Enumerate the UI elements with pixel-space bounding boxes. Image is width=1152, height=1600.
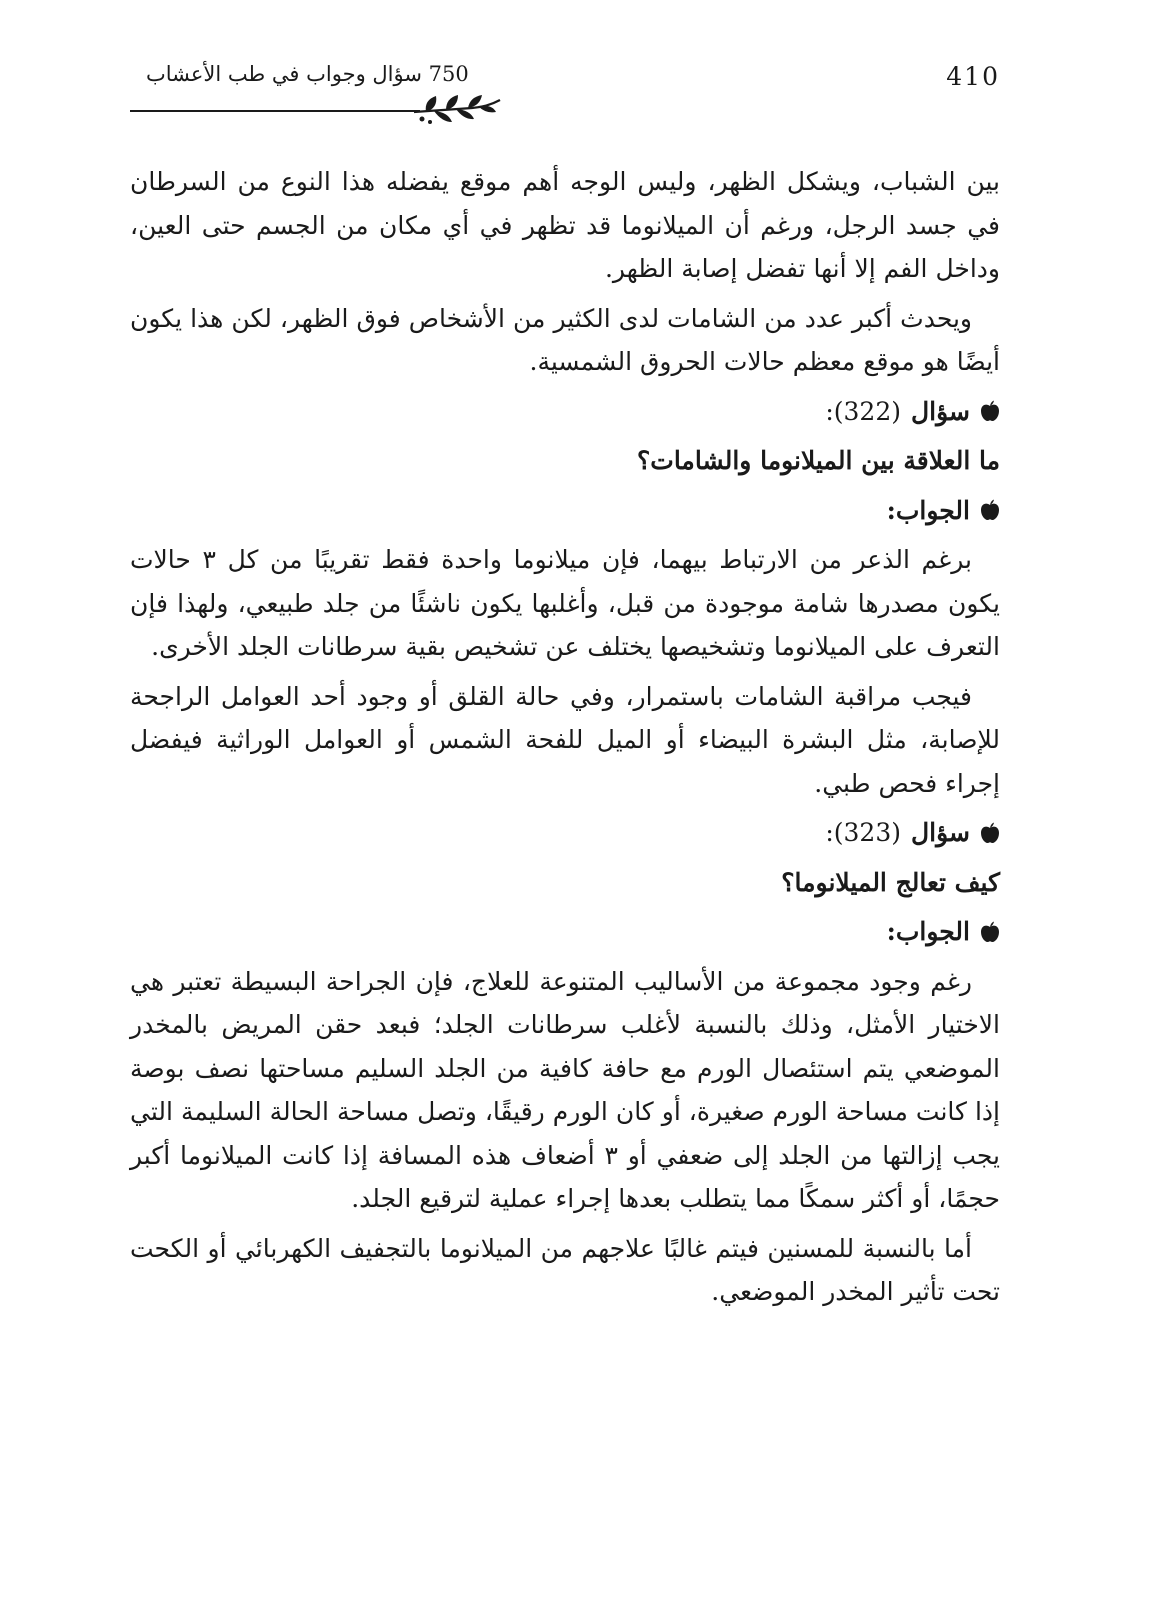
question-323-heading xyxy=(130,811,1000,855)
paragraph-5: رغم وجود مجموعة من الأساليب المتنوعة للعلاج، فإن الجراحة البسيطة تعتبر هي الاختيار الأمثل، وذلك بالنسبة لأغلب سرطانات الجلد؛ فبعد حقن المريض بالمخدر الموضعي يتم استئصال الورم مع حافة كافية من الجلد السليم مساحتها نصف بوصة إذا كانت مساحة الورم صغيرة، أو كان الورم رقيقًا، وتصل مساحة الحالة السليمة التي يجب إزالتها من الجلد إلى ضعفي أو ٣ أضعاف هذه المسافة إذا كانت الميلانوما أكبر حجمًا، أو أكثر سمكًا مما يتطلب بعدها إجراء عملية لترقيع الجلد. xyxy=(130,966,1000,1213)
apple-bullet-icon xyxy=(980,921,1000,943)
book-title: 750 سؤال وجواب في طب الأعشاب xyxy=(146,62,469,86)
paragraph-3: برغم الذعر من الارتباط بيهما، فإن ميلانوما واحدة فقط تقريبًا من كل ٣ حالات يكون مصدرها شامة موجودة من قبل، وأغلبها يكون ناشئًا من جلد طبيعي، ولهذا فإن التعرف على الميلانوما وتشخيصها يختلف عن تشخيص بقية سرطانات الجلد الأخرى. xyxy=(130,545,1000,661)
answer-322-heading xyxy=(130,489,1000,533)
question-number: (322): xyxy=(825,396,902,426)
header-rule xyxy=(130,110,420,112)
leaf-ornament-icon xyxy=(412,92,502,128)
question-number: (323): xyxy=(825,818,902,847)
apple-bullet-icon xyxy=(980,499,1000,521)
paragraph-4: فيجب مراقبة الشامات باستمرار، وفي حالة القلق أو وجود أحد العوامل الراجحة للإصابة، مثل البشرة البيضاء أو الميل للفحة الشمس أو العوامل الوراثية فيفضل إجراء فحص طبي. xyxy=(130,681,1000,798)
paragraph-6: أما بالنسبة للمسنين فيتم غالبًا علاجهم من الميلانوما بالتجفيف الكهربائي أو الكحت تحت تأثير المخدر الموضعي. xyxy=(130,1233,1000,1306)
page-body xyxy=(130,160,1000,1320)
question-322-text: ما العلاقة بين الميلانوما والشامات؟ xyxy=(637,446,1000,475)
paragraph-2: ويحدث أكبر عدد من الشامات لدى الكثير من الأشخاص فوق الظهر، لكن هذا يكون أيضًا هو موقع معظم حالات الحروق الشمسية. xyxy=(130,303,1000,376)
answer-label: الجواب: xyxy=(886,917,970,946)
question-label: سؤال xyxy=(911,818,970,847)
answer-323-heading xyxy=(130,910,1000,954)
question-322-heading xyxy=(130,390,1000,434)
apple-bullet-icon xyxy=(980,400,1000,422)
question-323-text: كيف تعالج الميلانوما؟ xyxy=(781,867,1000,897)
apple-bullet-icon xyxy=(980,822,1000,844)
page-header xyxy=(130,58,1000,130)
question-label: سؤال xyxy=(911,396,970,426)
paragraph-1: بين الشباب، ويشكل الظهر، وليس الوجه أهم موقع يفضله هذا النوع من السرطان في جسد الرجل، ورغم أن الميلانوما قد تظهر في أي مكان من الجسم حتى العين، وداخل الفم إلا أنها تفضل إصابة الظهر. xyxy=(130,167,1000,283)
answer-label: الجواب: xyxy=(886,495,970,525)
page-number: 410 xyxy=(946,62,1000,91)
